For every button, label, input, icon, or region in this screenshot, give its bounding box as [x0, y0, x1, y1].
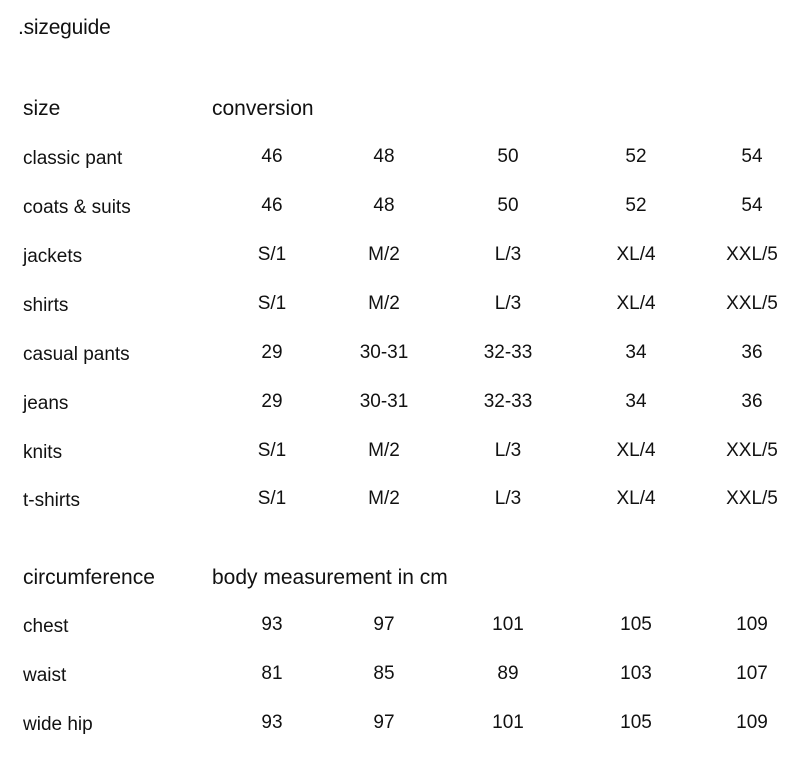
row-label: classic pant: [23, 148, 123, 169]
measurement-row-wide-hip: [0, 710, 800, 740]
size-cell: S/1: [257, 488, 287, 509]
size-cell: L/3: [494, 244, 522, 265]
size-cell: 54: [741, 146, 763, 167]
conversion-row-shirts: [0, 291, 800, 321]
size-cell: XL/4: [616, 244, 656, 265]
size-cell: XXL/5: [726, 244, 778, 265]
size-cell: L/3: [494, 293, 522, 314]
measurement-header-subtitle: body measurement in cm: [212, 566, 448, 589]
row-label: chest: [23, 616, 69, 637]
size-cell: 36: [741, 342, 763, 363]
measurement-cell: 93: [261, 712, 283, 733]
measurement-cell: 97: [373, 712, 395, 733]
measurement-cell: 109: [736, 712, 768, 733]
row-label: jeans: [23, 393, 69, 414]
measurement-cell: 97: [373, 614, 395, 635]
size-cell: 48: [373, 195, 395, 216]
measurement-row-waist: [0, 661, 800, 691]
measurement-cell: 105: [620, 712, 652, 733]
size-cell: S/1: [257, 244, 287, 265]
measurement-cell: 89: [497, 663, 519, 684]
conversion-row-jeans: [0, 389, 800, 419]
measurement-cell: 107: [736, 663, 768, 684]
size-cell: S/1: [257, 293, 287, 314]
size-cell: XL/4: [616, 488, 656, 509]
row-label: shirts: [23, 295, 69, 316]
size-cell: 50: [497, 146, 519, 167]
row-label: t-shirts: [23, 490, 80, 511]
size-cell: 46: [261, 195, 283, 216]
conversion-row-casual-pants: [0, 340, 800, 370]
size-cell: 36: [741, 391, 763, 412]
size-cell: XL/4: [616, 440, 656, 461]
size-cell: M/2: [368, 293, 400, 314]
size-cell: 50: [497, 195, 519, 216]
size-cell: XXL/5: [726, 293, 778, 314]
row-label: casual pants: [23, 344, 130, 365]
measurement-header: [0, 563, 800, 593]
measurement-cell: 85: [373, 663, 395, 684]
size-cell: 29: [261, 391, 283, 412]
conversion-row-knits: [0, 438, 800, 468]
size-cell: XXL/5: [726, 440, 778, 461]
measurement-cell: 103: [620, 663, 652, 684]
row-label: wide hip: [23, 714, 93, 735]
row-label: jackets: [23, 246, 83, 267]
measurement-cell: 101: [492, 614, 524, 635]
measurement-header-label: circumference: [23, 566, 155, 589]
conversion-header-subtitle: conversion: [212, 97, 314, 120]
size-cell: 52: [625, 195, 647, 216]
measurement-cell: 81: [261, 663, 283, 684]
page-title: .sizeguide: [18, 16, 111, 39]
conversion-header-label: size: [23, 97, 61, 120]
size-cell: 32-33: [483, 342, 533, 363]
size-cell: 34: [625, 391, 647, 412]
row-label: waist: [23, 665, 67, 686]
size-cell: L/3: [494, 440, 522, 461]
conversion-row-classic-pant: [0, 144, 800, 174]
size-cell: 34: [625, 342, 647, 363]
size-cell: S/1: [257, 440, 287, 461]
size-cell: 32-33: [483, 391, 533, 412]
size-cell: XL/4: [616, 293, 656, 314]
measurement-row-chest: [0, 612, 800, 642]
measurement-cell: 105: [620, 614, 652, 635]
size-cell: M/2: [368, 244, 400, 265]
size-cell: 46: [261, 146, 283, 167]
measurement-cell: 101: [492, 712, 524, 733]
size-cell: 52: [625, 146, 647, 167]
size-cell: L/3: [494, 488, 522, 509]
row-label: knits: [23, 442, 63, 463]
size-cell: M/2: [368, 488, 400, 509]
conversion-header: [0, 94, 800, 124]
size-cell: 48: [373, 146, 395, 167]
size-cell: 30-31: [359, 391, 409, 412]
row-label: coats & suits: [23, 197, 131, 218]
conversion-row-t-shirts: [0, 486, 800, 516]
measurement-cell: 93: [261, 614, 283, 635]
conversion-row-jackets: [0, 242, 800, 272]
size-cell: 30-31: [359, 342, 409, 363]
size-cell: XXL/5: [726, 488, 778, 509]
measurement-cell: 109: [736, 614, 768, 635]
size-cell: M/2: [368, 440, 400, 461]
size-cell: 29: [261, 342, 283, 363]
size-cell: 54: [741, 195, 763, 216]
conversion-row-coats-suits: [0, 193, 800, 223]
